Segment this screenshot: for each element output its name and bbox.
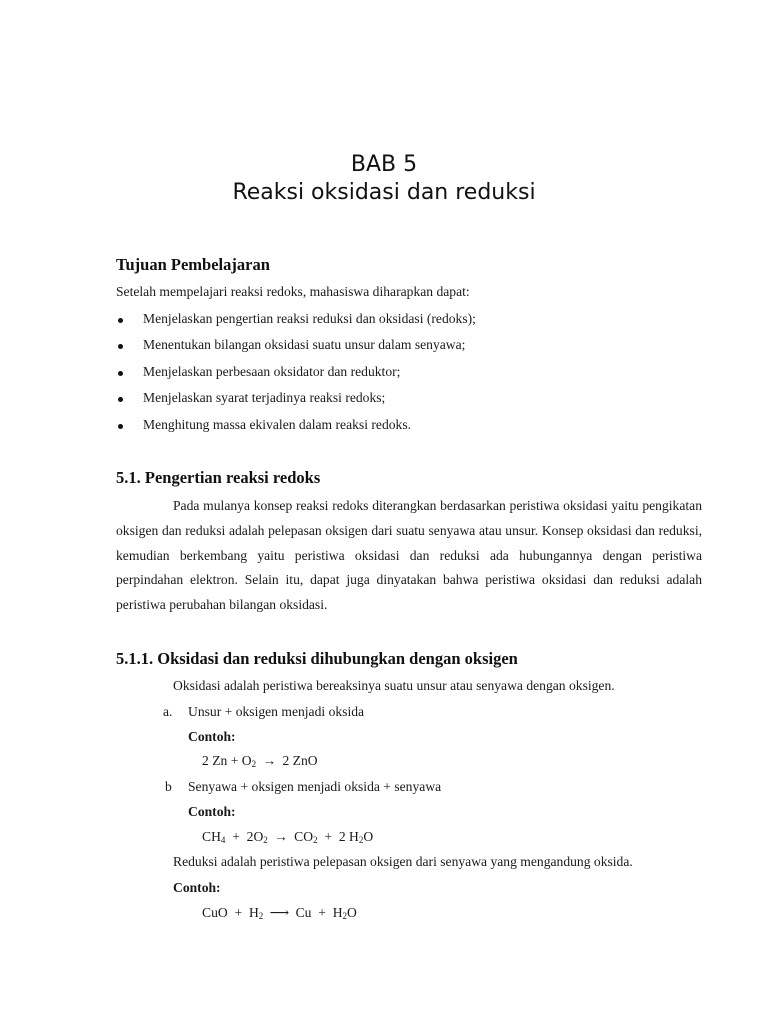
list-marker-a: a. — [163, 704, 173, 719]
section-5-1-paragraph — [116, 494, 702, 618]
arrow-icon: → — [262, 753, 277, 768]
eq-subscript: 2 — [263, 835, 268, 845]
example-label: Contoh: — [188, 804, 236, 819]
objective-text: Menentukan bilangan oksidasi suatu unsur dalam senyawa; — [143, 337, 466, 352]
arrow-icon: → — [274, 829, 288, 844]
eq-term: 2 ZnO — [282, 753, 318, 768]
bullet-icon — [118, 318, 123, 323]
eq-term: O — [363, 829, 374, 844]
eq-term: CH — [202, 829, 221, 844]
eq-term: CO — [294, 829, 314, 844]
bullet-icon — [118, 397, 123, 402]
objective-text: Menjelaskan perbesaan oksidator dan reduktor; — [143, 364, 401, 379]
eq-term: + 2O — [225, 829, 264, 844]
eq-subscript: 2 — [358, 835, 364, 845]
chapter-title: Reaksi oksidasi dan reduksi — [232, 180, 536, 205]
list-marker-b: b — [165, 779, 172, 794]
eq-term: 2 Zn + O — [202, 753, 252, 768]
eq-subscript: 4 — [220, 835, 226, 845]
bullet-icon — [118, 344, 123, 349]
eq-subscript: 2 — [258, 911, 264, 921]
equation-methane-combustion — [202, 829, 373, 845]
arrow-icon: ⟶ — [269, 905, 290, 920]
equation-zn-oxidation — [202, 753, 318, 769]
objectives-heading: Tujuan Pembelajaran — [116, 255, 270, 274]
paragraph-text: Pada mulanya konsep reaksi redoks diterangkan berdasarkan peristiwa oksidasi yaitu pengikatan oksigen dan reduksi adalah pelepasan oksigen dari suatu senyawa atau unsur. Konsep oksidasi dan reduksi, kemudian berkembang yaitu peristiwa oksidasi dan reduksi ada hubungannya dengan peristiwa perpindahan elektron. Selain itu, dapat juga dinyatakan bahwa peristiwa oksidasi dan reduksi adalah peristiwa perubahan bilangan oksidasi. — [116, 498, 702, 613]
bullet-icon — [118, 371, 123, 376]
reduction-definition: Reduksi adalah peristiwa pelepasan oksigen dari senyawa yang mengandung oksida. — [173, 854, 633, 869]
equation-cuo-reduction — [202, 905, 357, 921]
objective-text: Menghitung massa ekivalen dalam reaksi redoks. — [143, 417, 412, 432]
oxidation-definition: Oksidasi adalah peristiwa bereaksinya suatu unsur atau senyawa dengan oksigen. — [173, 678, 615, 693]
eq-term: + 2 H — [317, 829, 359, 844]
objective-text: Menjelaskan pengertian reaksi reduksi dan oksidasi (redoks); — [143, 311, 476, 326]
bullet-icon — [118, 424, 123, 429]
eq-term: Cu + H — [295, 905, 343, 920]
example-label: Contoh: — [173, 880, 221, 895]
eq-subscript: 2 — [251, 759, 257, 769]
eq-subscript: 2 — [313, 835, 318, 845]
section-heading-5-1-1: 5.1.1. Oksidasi dan reduksi dihubungkan dengan oksigen — [116, 649, 518, 668]
objective-text: Menjelaskan syarat terjadinya reaksi redoks; — [143, 390, 386, 405]
example-label: Contoh: — [188, 729, 236, 744]
eq-subscript: 2 — [342, 911, 348, 921]
objectives-intro: Setelah mempelajari reaksi redoks, mahasiswa diharapkan dapat: — [116, 284, 470, 299]
item-b-text: Senyawa + oksigen menjadi oksida + senyawa — [188, 779, 442, 794]
item-a-text: Unsur + oksigen menjadi oksida — [188, 704, 365, 719]
section-heading-5-1: 5.1. Pengertian reaksi redoks — [116, 468, 321, 487]
eq-term: CuO + H — [202, 905, 259, 920]
chapter-number: BAB 5 — [350, 152, 418, 177]
eq-term: O — [347, 905, 357, 920]
